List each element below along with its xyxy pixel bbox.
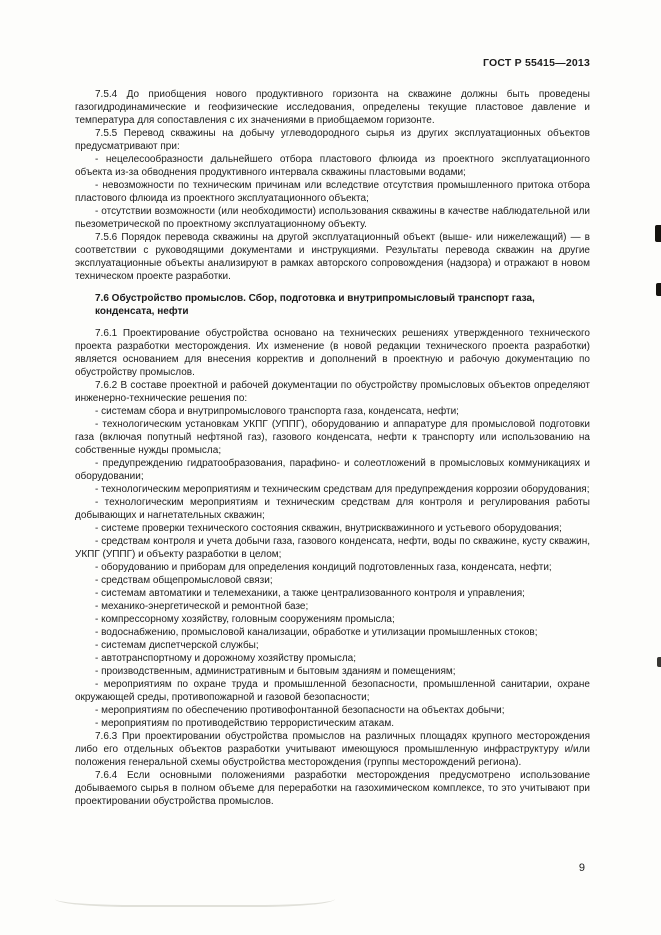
scan-artifact-mark [657,657,661,667]
list-item: - средствам контроля и учета добычи газа, газового конденсата, нефти, воды по скважине, кусту скважин, УКПГ (УППГ) и объекту разработки в целом; [75,536,590,560]
paragraph-7-6-4: 7.6.4 Если основными положениями разработки месторождения предусмотрено использование добываемого сырья в полном объеме для переработки на газохимическом комплексе, то это учитывают при проектировании обустройства промыслов. [75,770,590,807]
list-item: - механико-энергетической и ремонтной базе; [95,601,309,612]
list-item: - водоснабжению, промысловой канализации, обработке и утилизации промышленных стоков; [95,627,538,638]
list-item: - технологическим установкам УКПГ (УППГ), оборудованию и аппаратуре для промысловой подготовки газа (включая попутный нефтяной газ), газового конденсата, нефти к транспорту или использованию на собственные нужды промысла; [75,419,590,456]
paragraph-7-5-5: 7.5.5 Перевод скважины на добычу углеводородного сырья из других эксплуатационных объектов предусматривают при: [75,128,590,152]
list-item: - предупреждению гидратообразования, парафино- и солеотложений в промысловых коммуникациях и оборудовании; [75,458,590,482]
list-item: - системам сбора и внутрипромыслового транспорта газа, конденсата, нефти; [95,406,459,417]
list-item: - мероприятиям по охране труда и промышленной безопасности, промышленной санитарии, охране окружающей среды, противопожарной и газовой безопасности; [75,679,590,703]
list-item: - средствам общепромысловой связи; [95,575,273,586]
page-number: 9 [578,862,585,874]
list-item: - невозможности по техническим причинам или вследствие отсутствия промышленного притока отбора пластового флюида из проектного эксплуатационного объекта; [75,180,590,204]
list-item: - системе проверки технического состояния скважин, внутрискважинного и устьевого оборудования; [95,523,562,534]
list-item: - системам диспетчерской службы; [95,640,259,651]
list-item: - мероприятиям по противодействию террористическим атакам. [95,718,394,729]
paragraph-7-5-4: 7.5.4 До приобщения нового продуктивного горизонта на скважине должны быть проведены газогидродинамические и геофизические исследования, определены текущие пластовое давление и температура для сопоставления с их значениями в приобщаемом горизонте. [75,89,590,126]
document-code-header: ГОСТ Р 55415—2013 [482,57,590,69]
list-item: - технологическим мероприятиям и техническим средствам для предупреждения коррозии оборудования; [95,484,590,495]
list-item: - отсутствии возможности (или необходимости) использования скважины в качестве наблюдательной или пьезометрической по проектному эксплуатационному объекту. [75,206,590,230]
list-item: - компрессорному хозяйству, головным сооружениям промысла; [95,614,395,625]
paragraph-7-6-2: 7.6.2 В составе проектной и рабочей документации по обустройству промысловых объектов определяют инженерно-технические решения по: [75,380,590,404]
paragraph-7-6-3: 7.6.3 При проектировании обустройства промыслов на различных площадях крупного месторождения либо его отдельных объектов разработки учитывают имеющуюся промышленную инфраструктуру и/или положения генеральной схемы обустройства месторождения (группы месторождений региона). [75,731,590,768]
list-item: - системам автоматики и телемеханики, а также централизованного контроля и управления; [95,588,525,599]
paragraph-7-5-6: 7.5.6 Порядок перевода скважины на другой эксплуатационный объект (выше- или нижележащий) — в соответствии с руководящими документами и инструкциями. Результаты перевода скважин на другие эксплуатационные объекты анализируют в рамках авторского сопровождения (надзора) и отражают в новом техническом проекте разработки. [75,232,590,282]
list-item: - нецелесообразности дальнейшего отбора пластового флюида из проектного эксплуатационного объекта из-за обводнения продуктивного интервала скважины пластовыми водами; [75,154,590,178]
list-item: - автотранспортному и дорожному хозяйству промысла; [95,653,357,664]
list-item: - мероприятиям по обеспечению противофонтанной безопасности на объектах добычи; [95,705,505,716]
list-item: - оборудованию и приборам для определения кондиций подготовленных газа, конденсата, нефти; [95,562,552,573]
scan-artifact-curve [55,891,335,907]
document-body [75,88,590,808]
paragraph-7-6-1: 7.6.1 Проектирование обустройства основано на технических решениях утвержденного технического проекта разработки месторождения. Их изменение (в новой редакции технического проекта разработки) является основанием для внесения корректив и дополнений в проектную и рабочую документацию по обустройству промыслов. [75,328,590,378]
list-item: - производственным, административным и бытовым зданиям и помещениям; [95,666,456,677]
list-item: - технологическим мероприятиям и техническим средствам для контроля и регулирования работы добывающих и нагнетательных скважин; [75,497,590,521]
scan-artifact-mark [655,225,661,242]
scan-artifact-mark [656,283,661,296]
section-heading-7-6: 7.6 Обустройство промыслов. Сбор, подготовка и внутрипромысловый транспорт газа, конденсата, нефти [95,293,535,317]
